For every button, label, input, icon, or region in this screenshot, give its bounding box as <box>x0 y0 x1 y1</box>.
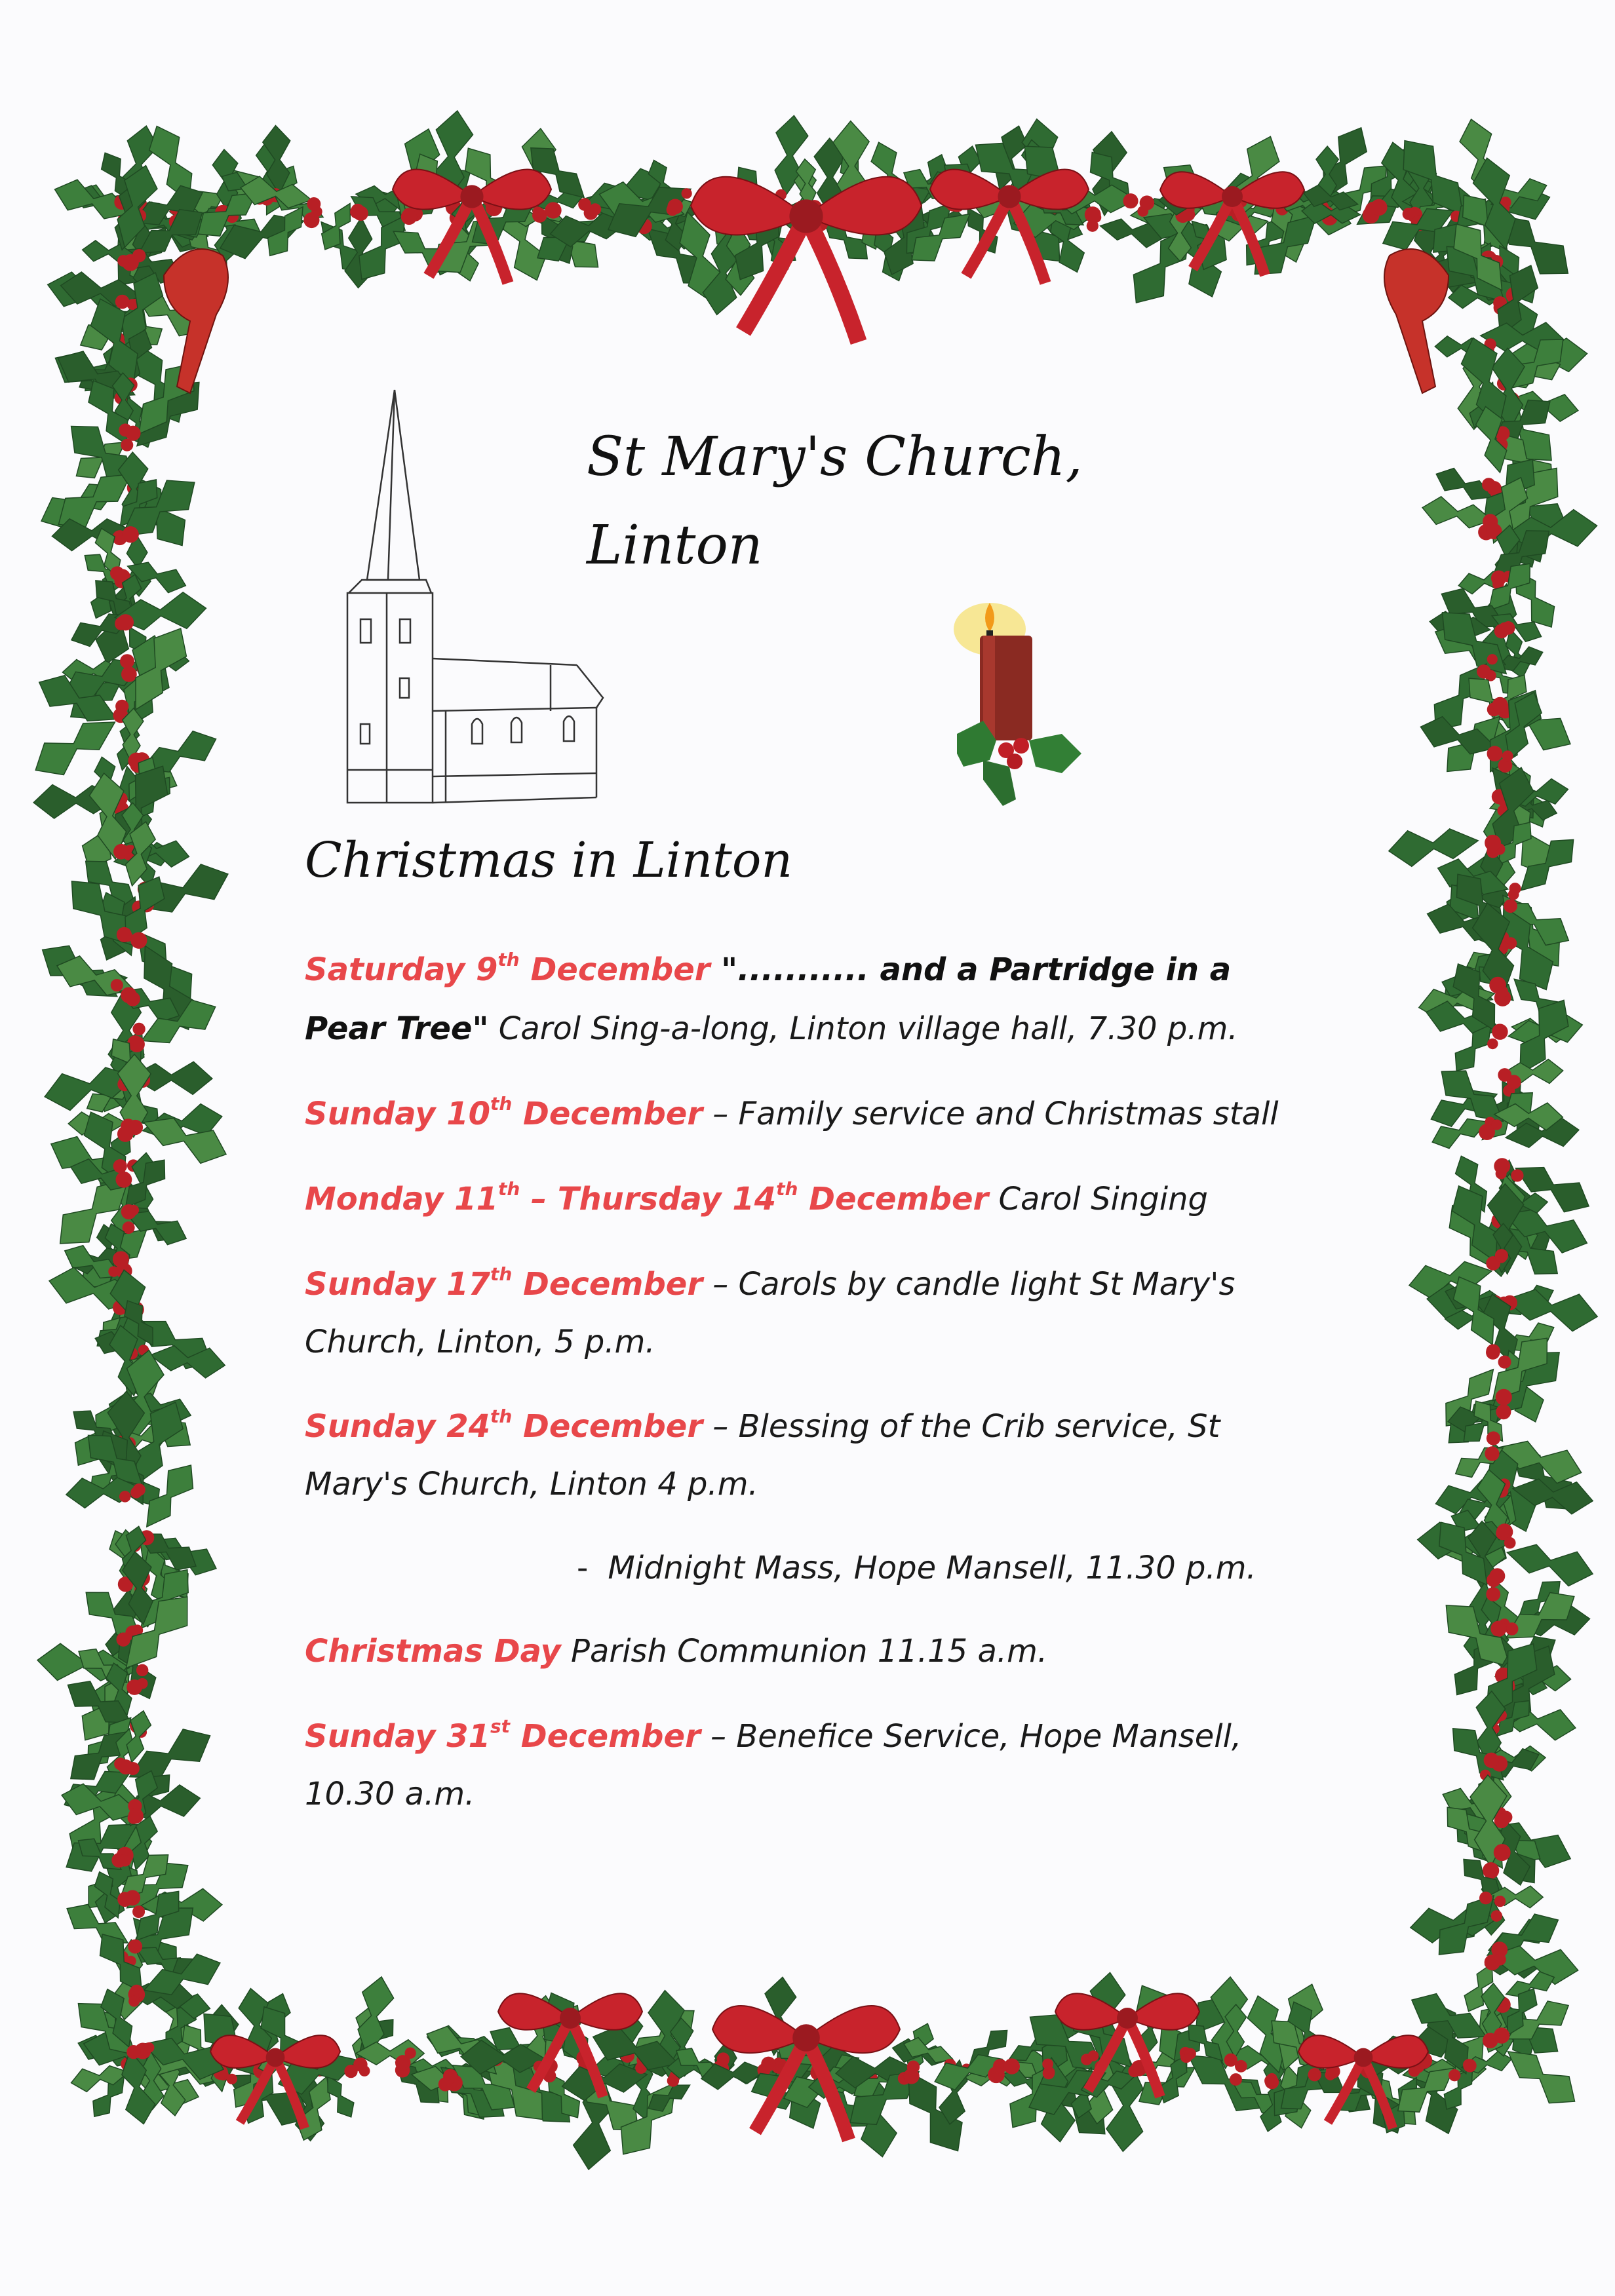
event-sunday-17: Sunday 17th December – Carols by candle light St Mary's <box>305 1263 1236 1303</box>
event-sunday-17-continued: Church, Linton, 5 p.m. <box>305 1324 655 1360</box>
event-sunday-24: Sunday 24th December – Blessing of the Crib service, St <box>305 1406 1220 1445</box>
page-subtitle: Linton <box>587 514 763 577</box>
event-sunday-10: Sunday 10th December – Family service and Christmas stall <box>305 1093 1279 1132</box>
event-saturday-9: Saturday 9th December "........... and a Partridge in a <box>305 949 1232 988</box>
event-monday-11: Monday 11th – Thursday 14th December Carol Singing <box>305 1178 1208 1217</box>
section-heading: Christmas in Linton <box>305 832 793 889</box>
event-sunday-31-continued: 10.30 a.m. <box>305 1776 475 1812</box>
event-saturday-9-continued: Pear Tree" Carol Sing-a-long, Linton village hall, 7.30 p.m. <box>305 1010 1238 1047</box>
page-title: St Mary's Church, <box>587 426 1083 488</box>
event-midnight-mass: - Midnight Mass, Hope Mansell, 11.30 p.m. <box>577 1550 1256 1586</box>
event-sunday-24-continued: Mary's Church, Linton 4 p.m. <box>305 1466 758 1502</box>
candle-holly-icon <box>944 596 1101 806</box>
event-sunday-31: Sunday 31st December – Benefice Service, Hope Mansell, <box>305 1715 1242 1755</box>
event-christmas-day: Christmas Day Parish Communion 11.15 a.m. <box>305 1633 1048 1670</box>
church-drawing <box>315 383 616 809</box>
